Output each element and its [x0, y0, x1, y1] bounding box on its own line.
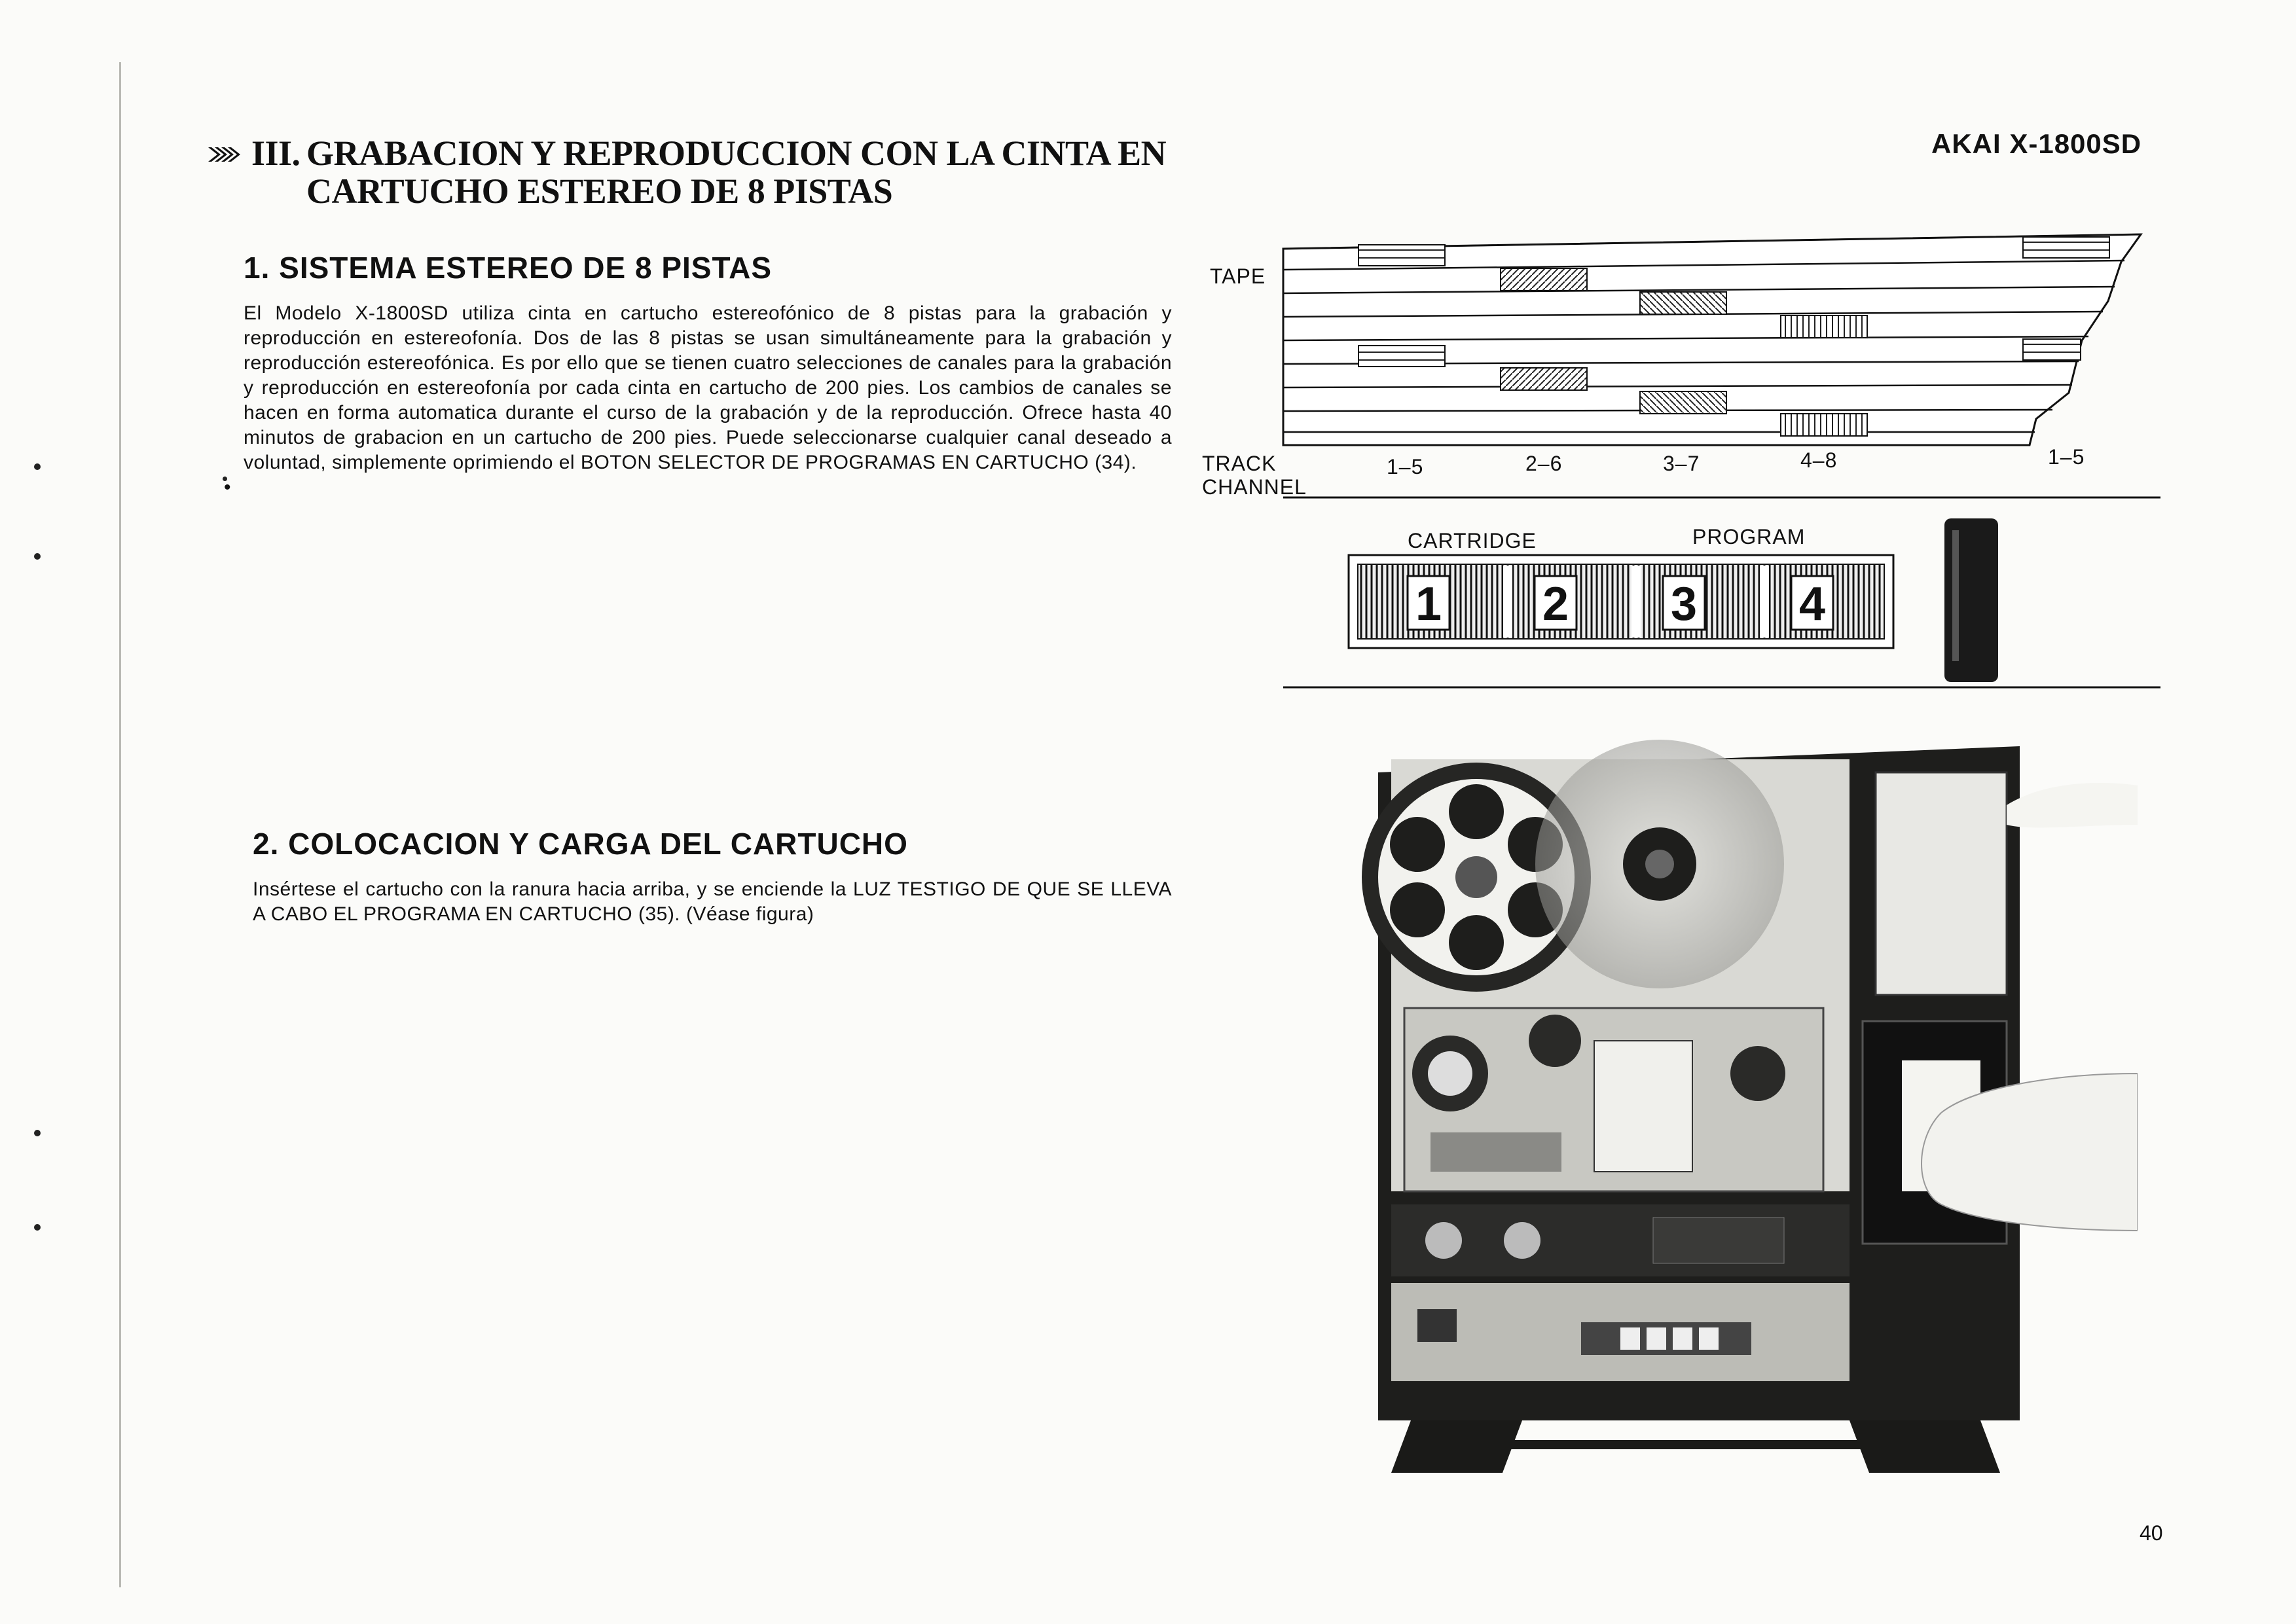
- program-button-1: 1: [1415, 578, 1442, 630]
- channel-label: CHANNEL: [1202, 475, 1307, 499]
- hand-image-top: [2007, 783, 2138, 827]
- subsection-heading-1: 1. SISTEMA ESTEREO DE 8 PISTAS: [244, 251, 773, 285]
- program-button-3: 3: [1670, 578, 1698, 630]
- subsection-heading-2: 2. COLOCACION Y CARGA DEL CARTUCHO: [253, 827, 908, 861]
- channel-number: 4–8: [1800, 448, 1838, 472]
- model-label: AKAI X-1800SD: [1931, 128, 2142, 159]
- page-number: 40: [2140, 1521, 2163, 1545]
- section-title-line-1: GRABACION Y REPRODUCCION CON LA CINTA EN: [306, 134, 1167, 173]
- program-button-4: 4: [1798, 578, 1826, 630]
- margin-dot: [34, 553, 41, 560]
- subsection-body-2: Insértese el cartucho con la ranura hacia arriba, y se enciende la LUZ TESTIGO DE QUE SE LLEVA A CABO EL PROGRAMA EN CARTUCHO (35). (Véase figura): [253, 878, 1172, 925]
- program-label: PROGRAM: [1692, 525, 1806, 549]
- margin-dot: [34, 463, 41, 470]
- binding-edge-line: [119, 62, 121, 1587]
- cartridge-label: CARTRIDGE: [1408, 529, 1537, 552]
- takeup-reel: [1535, 740, 1784, 988]
- bullet-mark: •: [224, 477, 231, 498]
- margin-dot: [34, 1224, 41, 1231]
- tape-label: TAPE: [1210, 264, 1266, 288]
- subsection-body-1: El Modelo X-1800SD utiliza cinta en cartucho estereofónico de 8 pistas para la grabación y reproducción en estereofonía. Dos de las 8 pistas se usan simultáneamente para la grabación y reproducción estereofónica. Es por ello que se tienen cuatro selecciones de canales para la grabación y reproducción en estereofonía por cada cinta en cartucho de 200 pies. Los cambios de canales se hacen en forma automatica durante el curso de la grabación y de la reproducción. Ofrece hasta 40 minutos de grabacion en un cartucho de 200 pies. Puede seleccionarse cualquier canal deseado a voluntad, simplemente oprimiendo el BOTON SELECTOR DE PROGRAMAS EN CARTUCHO (34).: [244, 302, 1172, 473]
- channel-number: 3–7: [1663, 452, 1700, 475]
- section-number: III.: [251, 134, 301, 173]
- section-marker-icon: [208, 145, 246, 164]
- program-button-2: 2: [1542, 578, 1569, 630]
- tape-deck-photo: [1352, 733, 2138, 1473]
- margin-dot: [34, 1130, 41, 1136]
- track-label: TRACK: [1202, 452, 1277, 475]
- channel-number: 2–6: [1525, 452, 1563, 475]
- channel-number: 1–5: [2048, 445, 2085, 469]
- section-title-line-2: CARTUCHO ESTEREO DE 8 PISTAS: [306, 171, 893, 211]
- channel-number: 1–5: [1387, 455, 1424, 478]
